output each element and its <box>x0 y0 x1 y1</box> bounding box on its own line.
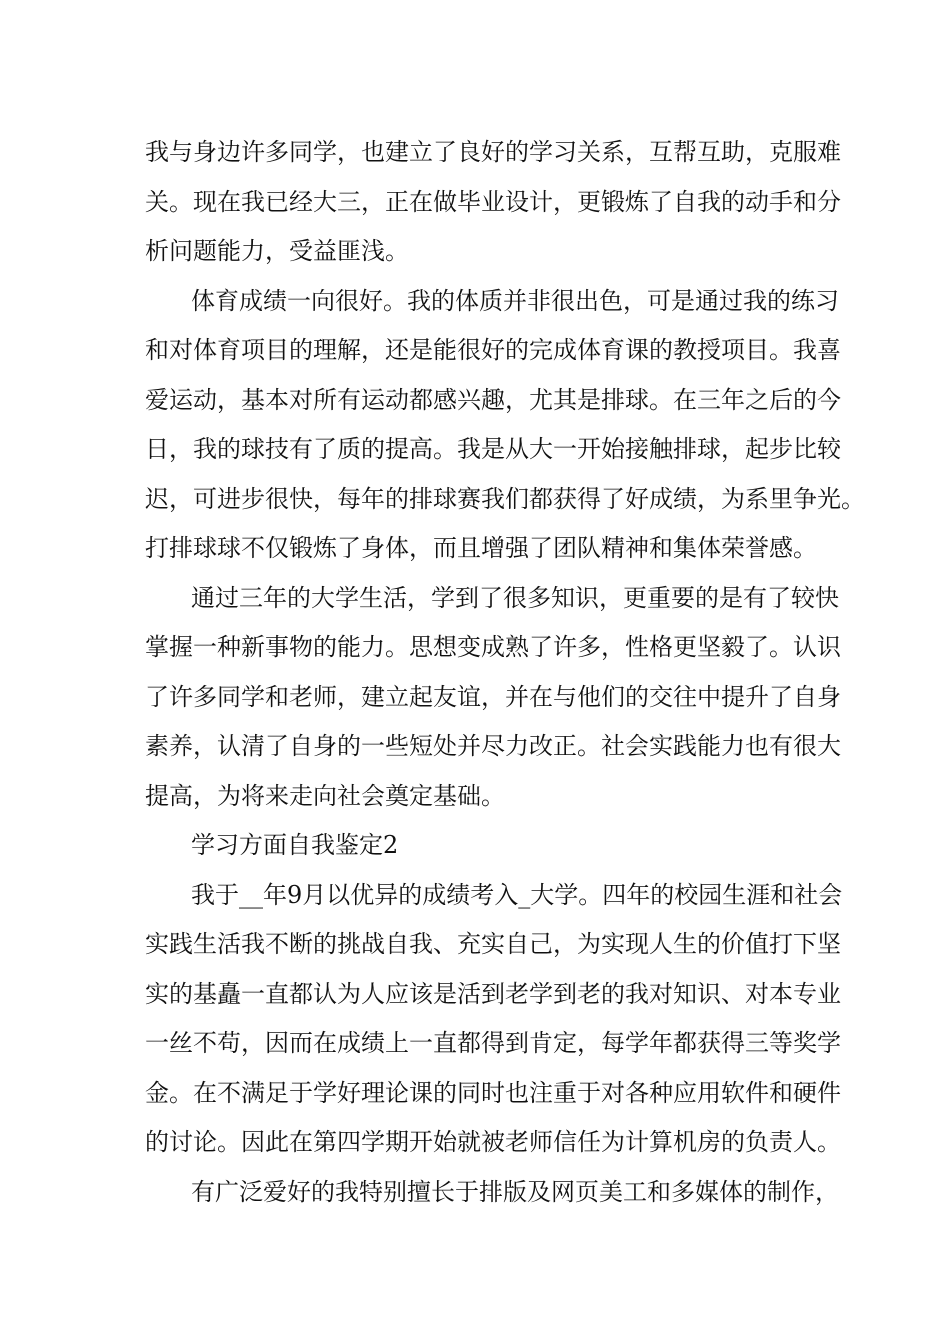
text-line: 和对体育项目的理解，还是能很好的完成体育课的教授项目。我喜 <box>145 336 841 364</box>
text-line: 日，我的球技有了质的提高。我是从大一开始接触排球，起步比较 <box>145 435 841 463</box>
text-line: 打排球球不仅锻炼了身体，而且增强了团队精神和集体荣誉感。 <box>145 534 817 562</box>
paragraph-start-line: 有广泛爱好的我特别擅长于排版及网页美工和多媒体的制作， <box>191 1177 839 1206</box>
text-line: 析问题能力，受益匪浅。 <box>145 237 409 265</box>
paragraph-start-line: 体育成绩一向很好。我的体质并非很出色，可是通过我的练习 <box>191 286 839 315</box>
text-line: 一丝不苟，因而在成绩上一直都得到肯定，每学年都获得三等奖学 <box>145 1029 841 1057</box>
text-line: 的讨论。因此在第四学期开始就被老师信任为计算机房的负责人。 <box>145 1128 841 1156</box>
text-line: 实的基矗一直都认为人应该是活到老学到老的我对知识、对本专业 <box>145 979 841 1008</box>
text-line: 掌握一种新事物的能力。思想变成熟了许多，性格更坚毅了。认识 <box>145 633 841 661</box>
text-line: 爱运动，基本对所有运动都感兴趣，尤其是排球。在三年之后的今 <box>145 385 841 414</box>
text-line: 了许多同学和老师，建立起友谊，并在与他们的交往中提升了自身 <box>145 682 841 711</box>
document-body <box>145 128 865 1217</box>
text-line: 我与身边许多同学，也建立了良好的学习关系，互帮互助，克服难 <box>145 138 841 166</box>
text-line: 迟，可进步很快，每年的排球赛我们都获得了好成绩，为系里争光。 <box>145 484 865 513</box>
text-line: 金。在不满足于学好理论课的同时也注重于对各种应用软件和硬件 <box>145 1078 841 1107</box>
text-line: 提高，为将来走向社会奠定基础。 <box>145 781 505 810</box>
section-heading: 学习方面自我鉴定2 <box>191 831 399 859</box>
paragraph-start-line: 我于__年9月以优异的成绩考入_大学。四年的校园生涯和社会 <box>191 880 843 909</box>
text-line: 素养，认清了自身的一些短处并尽力改正。社会实践能力也有很大 <box>145 732 841 760</box>
text-line: 关。现在我已经大三，正在做毕业设计，更锻炼了自我的动手和分 <box>145 187 841 216</box>
paragraph-start-line: 通过三年的大学生活，学到了很多知识，更重要的是有了较快 <box>191 583 839 612</box>
text-line: 实践生活我不断的挑战自我、充实自己，为实现人生的价值打下坚 <box>145 930 841 958</box>
